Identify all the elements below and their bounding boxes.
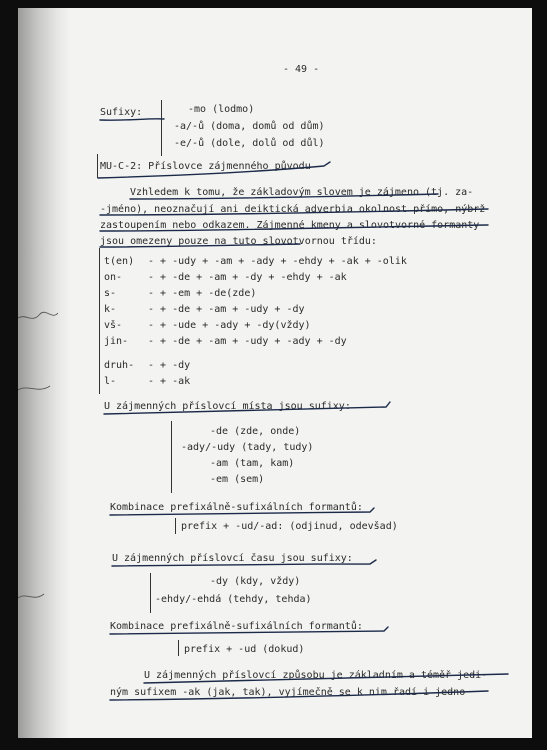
intro-line: Vzhledem k tomu, že základovým slovem je zájmeno (tj. za- [130, 187, 474, 198]
combo-heading: Kombinace prefixálně-sufixálních formantů: [110, 621, 363, 632]
document-page [18, 8, 532, 738]
table-stem: vš- [104, 320, 123, 331]
cas-brace [150, 573, 151, 613]
sufix-line: -a/-ů (doma, domů od dům) [174, 121, 325, 132]
brace [161, 100, 162, 156]
table-cells: - + -dy [148, 360, 191, 371]
table-stem: jin- [104, 336, 129, 347]
cas-heading: U zájmenných příslovcí času jsou sufixy: [112, 553, 353, 564]
combo-heading: Kombinace prefixálně-sufixálních formantů: [110, 502, 363, 513]
table-cells: - + -de + -am + -udy + -ady + -dy [148, 336, 347, 347]
table-cells: - + -ude + -ady + -dy(vždy) [148, 320, 311, 331]
table-stem: t(en) [104, 256, 135, 267]
table-stem: on- [104, 272, 123, 283]
table-cells: - + -udy + -am + -ady + -ehdy + -ak + -olik [148, 256, 407, 267]
table-stem: k- [104, 304, 117, 315]
binding-shadow [18, 8, 70, 738]
combo-line: prefix + -ud (dokud) [184, 644, 305, 655]
section-heading: MU-C-2: Příslovce zájmenného původu [100, 161, 311, 172]
sufix-line: -e/-ů (dole, dolů od důl) [174, 138, 325, 149]
table-cells: - + -em + -de(zde) [148, 288, 257, 299]
table-stem: druh- [104, 360, 135, 371]
heading-bracket [97, 154, 98, 178]
table-cells: - + -ak [148, 376, 191, 387]
zpusob-line: U zájmenných příslovcí způsobu je základním a téměř jedi- [144, 670, 488, 681]
misto-brace [171, 421, 172, 493]
misto-line: -em (sem) [210, 474, 265, 485]
misto-heading: U zájmenných příslovcí místa jsou sufixy: [104, 401, 351, 412]
intro-line: -jméno), neoznačují ani deiktická adverbia okolnost přímo, nýbrž [100, 204, 486, 215]
table-stem: l- [104, 376, 117, 387]
page-number: - 49 - [283, 64, 320, 75]
intro-line: jsou omezeny pouze na tuto slovotvornou třídu: [100, 236, 377, 247]
table-cells: - + -de + -am + -dy + -ehdy + -ak [148, 272, 347, 283]
combo-line: prefix + -ud/-ad: (odjinud, odevšad) [181, 521, 398, 532]
table-stem: s- [104, 288, 117, 299]
misto-line: -ady/-udy (tady, tudy) [181, 442, 314, 453]
misto-line: -de (zde, onde) [210, 426, 301, 437]
table-cells: - + -de + -am + -udy + -dy [148, 304, 305, 315]
sufix-line: -mo (lodmo) [188, 104, 255, 115]
table-brace [99, 248, 100, 394]
cas-line: -dy (kdy, vždy) [210, 576, 301, 587]
zpusob-line: ným sufixem -ak (jak, tak), vyjímečně se k nim řadí i jedno [110, 687, 466, 698]
cas-line: -ehdy/-ehdá (tehdy, tehda) [155, 594, 312, 605]
intro-line: zastoupením nebo odkazem. Zájmenné kmeny a slovotvorné formanty [100, 220, 480, 231]
misto-line: -am (tam, kam) [210, 458, 295, 469]
combo-brace [178, 640, 179, 656]
sufixy-label: Sufixy: [100, 107, 143, 118]
combo-brace [175, 518, 176, 534]
